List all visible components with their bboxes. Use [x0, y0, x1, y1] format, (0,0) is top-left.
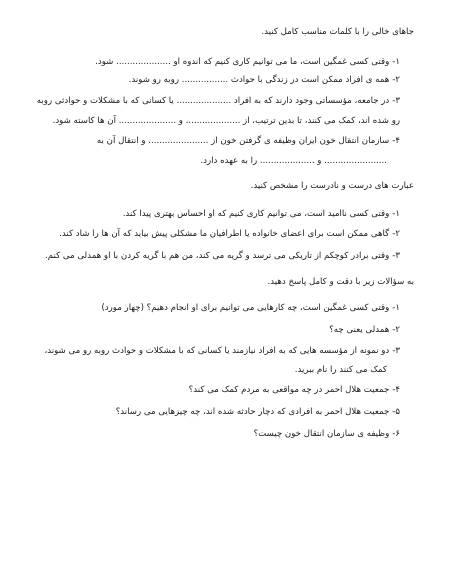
item-number: ۴-	[392, 136, 400, 146]
section3-item-3	[0, 345, 467, 357]
section2-item-1	[0, 208, 467, 220]
section3-item-1	[0, 302, 467, 314]
section1-item-1	[0, 56, 467, 68]
item-text: جمعیت هلال احمر به افرادی که دچار حادثه شده اند، چه چیزهایی می رساند؟	[115, 407, 390, 417]
section1-heading: جاهای خالی را با کلمات مناسب کامل کنید.	[261, 27, 414, 37]
item-text: وقتی کسی غمگین است، ما می توانیم کاری کنیم که اندوه او .................... شود.	[95, 57, 390, 67]
item-text: وقتی کسی غمگین است، چه کارهایی می توانیم برای او انجام دهیم؟ (چهار مورد)	[101, 303, 390, 313]
item-number: ۳-	[392, 251, 400, 261]
item-text: وقتی کسی ناامید است، می توانیم کاری کنیم که او احساس بهتری پیدا کند.	[122, 209, 390, 219]
item-number: ۳-	[392, 346, 400, 356]
item-number: ۱-	[392, 209, 400, 219]
item-number: ۱-	[392, 303, 400, 313]
item-text: وقتی برادر کوچکم از تاریکی می ترسد و گریه می کند، من هم با گریه کردن با او همدلی می کنم.	[45, 251, 390, 261]
section2-item-3	[0, 250, 467, 262]
section1-item-4-continued: ....................... و .................... را به عهده دارد.	[200, 156, 387, 166]
item-text: در جامعه، مؤسساتی وجود دارند که به افراد .................... یا کسانی که با مشکلات و حوادثی روبه	[36, 96, 390, 106]
section3-item-3-continued: کمک می کنند را نام ببرید.	[294, 365, 387, 375]
section2-item-2	[0, 228, 467, 240]
section2-heading: عبارت های درست و نادرست را مشخص کنید.	[250, 181, 414, 191]
item-text: همدلی یعنی چه؟	[329, 325, 390, 335]
section1-item-4	[0, 135, 467, 147]
item-number: ۵-	[392, 407, 400, 417]
section3-item-5	[0, 406, 467, 418]
section1-item-2	[0, 74, 467, 86]
section3-item-2	[0, 324, 467, 336]
item-text: وظیفه ی سازمان انتقال خون چیست؟	[253, 429, 390, 439]
item-number: ۶-	[392, 429, 400, 439]
item-number: ۱-	[392, 57, 400, 67]
section1-item-3	[0, 95, 467, 107]
section1-item-3-continued: رو شده اند، کمک می کنند، تا بدین ترتیب، از .................... و ..................... آن ها کاسته شود.	[52, 116, 400, 126]
item-text: همه ی افراد ممکن است در زندگی با حوادث ................. روبه رو شوند.	[128, 75, 390, 85]
section3-item-6	[0, 428, 467, 440]
item-number: ۲-	[392, 325, 400, 335]
item-number: ۴-	[392, 385, 400, 395]
item-number: ۲-	[392, 75, 400, 85]
item-text: دو نمونه از مؤسسه هایی که به افراد نیازمند یا کسانی که با مشکلات و حوادث روبه رو می شوند،	[44, 346, 390, 356]
item-number: ۳-	[392, 96, 400, 106]
section3-heading: به سؤالات زیر با دقت و کامل پاسخ دهید.	[267, 277, 414, 287]
item-number: ۲-	[392, 229, 400, 239]
section3-item-4	[0, 384, 467, 396]
item-text: جمعیت هلال احمر در چه مواقعی به مردم کمک می کند؟	[188, 385, 390, 395]
item-text: سازمان انتقال خون ایران وظیفه ی گرفتن خون از ...................... و انتقال آن به	[96, 136, 390, 146]
item-text: گاهی ممکن است برای اعضای خانواده یا اطرافیان ما مشکلی پیش بیاید که آن ها را شاد کند.	[59, 229, 390, 239]
